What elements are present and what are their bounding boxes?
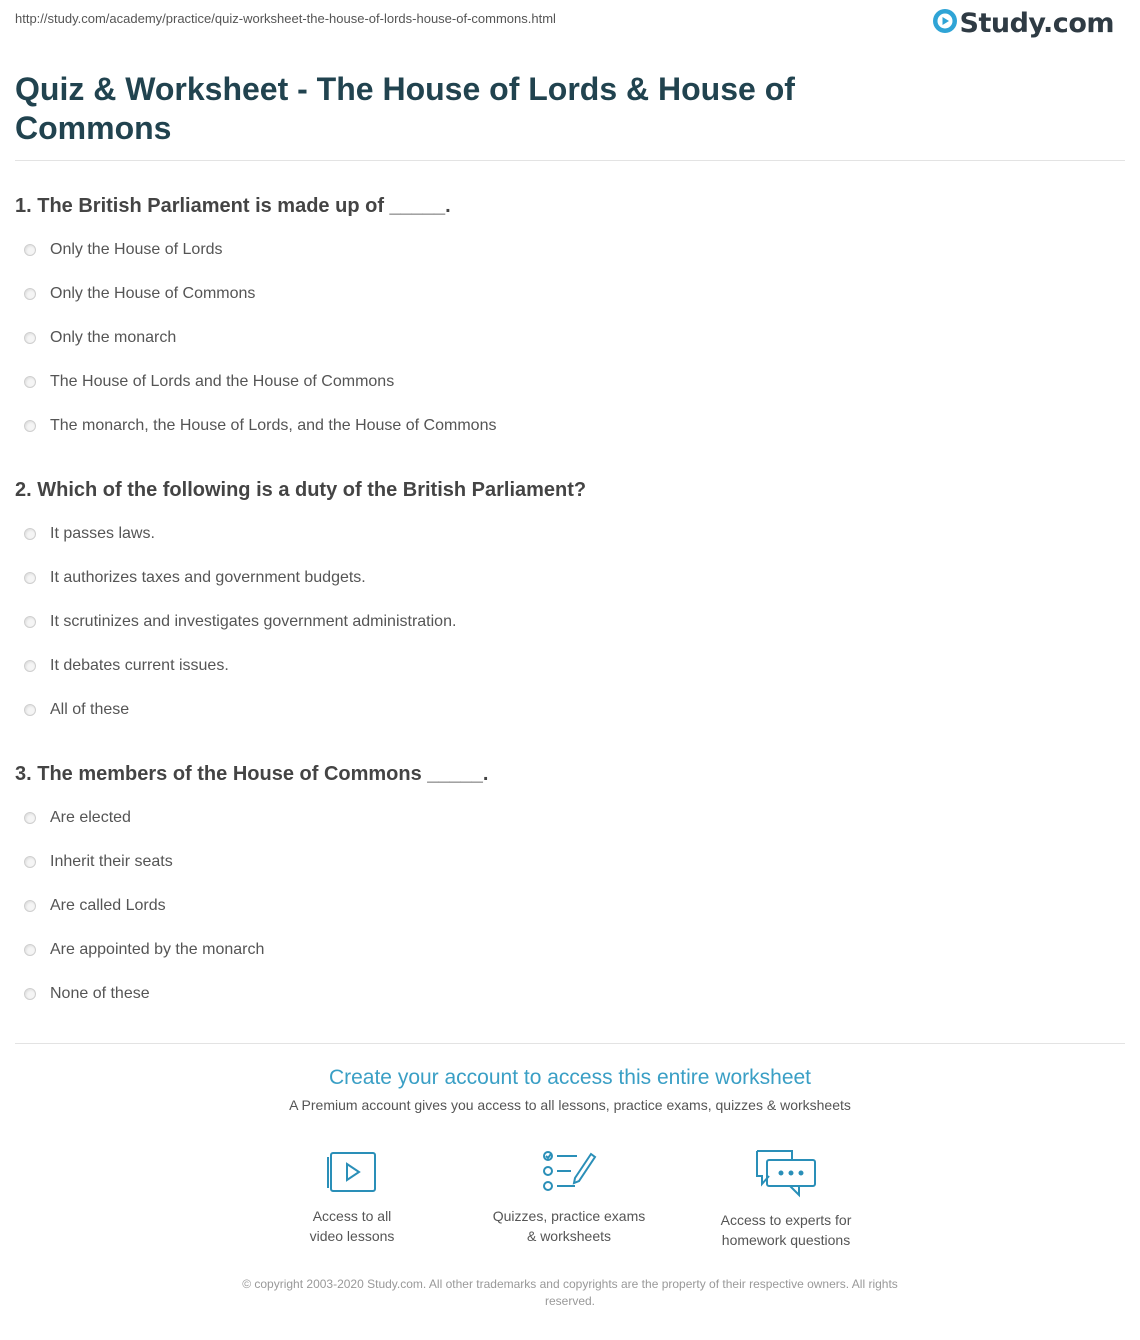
answer-option[interactable] — [15, 404, 1115, 448]
answer-label: Are appointed by the monarch — [50, 941, 265, 958]
feature-label-line2: homework questions — [721, 1232, 851, 1248]
feature-experts — [686, 1148, 886, 1250]
question-1 — [15, 194, 1115, 456]
quiz-checklist-icon — [469, 1148, 669, 1194]
answer-label: Only the House of Lords — [50, 241, 223, 258]
feature-label-line1: Access to experts for — [720, 1212, 852, 1228]
question-text: 3. The members of the House of Commons _____. — [15, 763, 489, 785]
copyright-line2: reserved. — [544, 1294, 596, 1308]
answer-option[interactable] — [15, 644, 1115, 688]
feature-label-line1: Access to all — [312, 1208, 392, 1224]
cta-divider — [15, 1043, 1125, 1044]
title-divider — [15, 160, 1125, 161]
answer-label: Only the monarch — [50, 329, 177, 346]
radio-button[interactable] — [24, 420, 36, 432]
study-com-logo[interactable] — [932, 8, 1114, 39]
answer-option[interactable] — [15, 972, 1115, 1016]
answer-label: It passes laws. — [50, 525, 155, 542]
radio-button[interactable] — [24, 988, 36, 1000]
copyright-line1: © copyright 2003-2020 Study.com. All other trademarks and copyrights are the property of their respective owners. All rights — [242, 1277, 898, 1291]
create-account-link[interactable]: Create your account to access this entire worksheet — [328, 1066, 812, 1089]
logo-text: Study.com — [959, 8, 1114, 39]
feature-label-line1: Quizzes, practice exams — [492, 1208, 646, 1224]
radio-button[interactable] — [24, 900, 36, 912]
feature-label-line2: video lessons — [309, 1228, 395, 1244]
answer-option[interactable] — [15, 316, 1115, 360]
play-logo-icon — [932, 8, 958, 39]
answer-option[interactable] — [15, 512, 1115, 556]
answer-option[interactable] — [15, 884, 1115, 928]
answer-option[interactable] — [15, 556, 1115, 600]
answer-label: All of these — [50, 701, 130, 718]
radio-button[interactable] — [24, 616, 36, 628]
answer-label: Only the House of Commons — [50, 285, 256, 302]
answer-option[interactable] — [15, 928, 1115, 972]
feature-video-lessons — [252, 1148, 452, 1246]
radio-button[interactable] — [24, 944, 36, 956]
radio-button[interactable] — [24, 376, 36, 388]
radio-button[interactable] — [24, 332, 36, 344]
radio-button[interactable] — [24, 572, 36, 584]
video-lessons-icon — [252, 1148, 452, 1194]
chat-bubbles-icon — [686, 1148, 886, 1198]
answer-option[interactable] — [15, 228, 1115, 272]
answer-option[interactable] — [15, 796, 1115, 840]
cta-subtitle: A Premium account gives you access to all lessons, practice exams, quizzes & worksheets — [289, 1097, 851, 1113]
answer-option[interactable] — [15, 360, 1115, 404]
answer-label: None of these — [50, 985, 150, 1002]
feature-quizzes — [469, 1148, 669, 1246]
page-url: http://study.com/academy/practice/quiz-worksheet-the-house-of-lords-house-of-commons.html — [15, 11, 556, 26]
answer-label: Inherit their seats — [50, 853, 173, 870]
answer-option[interactable] — [15, 272, 1115, 316]
question-2 — [15, 478, 1115, 740]
radio-button[interactable] — [24, 812, 36, 824]
copyright-notice — [215, 1276, 925, 1310]
radio-button[interactable] — [24, 528, 36, 540]
feature-label-line2: & worksheets — [526, 1228, 612, 1244]
answer-label: It authorizes taxes and government budgets. — [50, 569, 366, 586]
answer-label: Are elected — [50, 809, 131, 826]
page-title: Quiz & Worksheet - The House of Lords & House of Commons — [15, 71, 795, 146]
answer-label: It debates current issues. — [50, 657, 229, 674]
radio-button[interactable] — [24, 704, 36, 716]
answer-label: Are called Lords — [50, 897, 166, 914]
answer-option[interactable] — [15, 688, 1115, 732]
radio-button[interactable] — [24, 660, 36, 672]
question-text: 2. Which of the following is a duty of the British Parliament? — [15, 479, 587, 501]
question-text: 1. The British Parliament is made up of _____. — [15, 195, 451, 217]
radio-button[interactable] — [24, 856, 36, 868]
answer-option[interactable] — [15, 840, 1115, 884]
answer-option[interactable] — [15, 600, 1115, 644]
answer-label: The monarch, the House of Lords, and the House of Commons — [50, 417, 497, 434]
radio-button[interactable] — [24, 244, 36, 256]
radio-button[interactable] — [24, 288, 36, 300]
answer-label: It scrutinizes and investigates government administration. — [50, 613, 457, 630]
question-3 — [15, 762, 1115, 1024]
answer-label: The House of Lords and the House of Commons — [50, 373, 395, 390]
